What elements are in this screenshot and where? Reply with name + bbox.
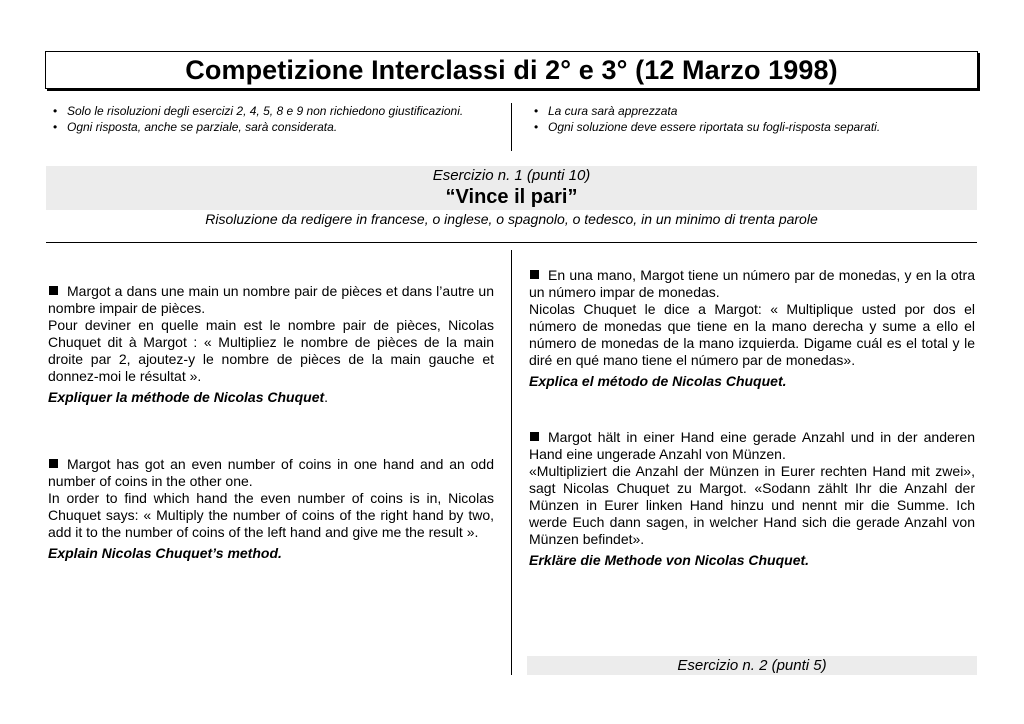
english-question: Explain Nicolas Chuquet’s method.: [48, 545, 282, 561]
rule-item: • Solo le risoluzioni degli esercizi 2, 4, 5, 8 e 9 non richiedono giustificazioni.: [48, 103, 468, 119]
exercise-1-subtitle: Risoluzione da redigere in francese, o inglese, o spagnolo, o tedesco, in un minimo di trenta parole: [205, 211, 818, 227]
french-question-end: .: [324, 389, 329, 405]
column-divider: [511, 250, 512, 675]
rule-item: • Ogni soluzione deve essere riportata su fogli-risposta separati.: [529, 119, 949, 135]
bullet-square-icon: [530, 432, 539, 441]
rules-right: [529, 103, 949, 135]
rules-left: [48, 103, 468, 135]
bullet-square-icon: [49, 286, 58, 295]
exercise-2-header: [527, 656, 977, 675]
spanish-block: [529, 267, 975, 390]
exercise-2-heading: Esercizio n. 2 (punti 5): [677, 657, 827, 674]
bullet-square-icon: [49, 459, 58, 468]
french-block: [48, 283, 494, 406]
exercise-1-heading: Esercizio n. 1 (punti 10): [432, 167, 591, 184]
bullet-square-icon: [530, 270, 539, 279]
german-question: Erkläre die Methode von Nicolas Chuquet.: [529, 552, 810, 568]
section-divider: [46, 242, 977, 243]
spanish-body: Nicolas Chuquet le dice a Margot: « Multiplique usted por dos el número de monedas que tiene en la mano derecha y sume a ello el número de monedas de la mano izquierda. Digame cuál es el total y le diré en qué mano tiene el número par de monedas».: [529, 301, 975, 368]
rules-divider: [511, 103, 512, 151]
english-block: [48, 456, 494, 562]
english-intro: Margot has got an even number of coins in one hand and an odd number of coins in the other one.: [48, 456, 494, 489]
page-title-box: [45, 51, 978, 89]
german-intro: Margot hält in einer Hand eine gerade Anzahl und in der anderen Hand eine ungerade Anzahl von Münzen.: [529, 429, 975, 462]
exercise-1-header: [46, 166, 977, 210]
exercise-1-title: “Vince il pari”: [445, 186, 578, 208]
german-body: «Multipliziert die Anzahl der Münzen in Eurer rechten Hand mit zwei», sagt Nicolas Chuquet zu Margot. «Sodann zählt Ihr die Anzahl der Münzen in Eurer linken Hand hinzu und nennt mir die Summe. Ich werde Euch dann sagen, in welcher Hand sich die gerade Anzahl von Münzen befindet».: [529, 463, 975, 547]
spanish-question: Explica el método de Nicolas Chuquet.: [529, 373, 787, 389]
page-title: Competizione Interclassi di 2° e 3° (12 Marzo 1998): [185, 54, 838, 85]
french-intro: Margot a dans une main un nombre pair de pièces et dans l’autre un nombre impair de pièces.: [48, 283, 494, 316]
german-block: [529, 429, 975, 569]
french-question: Expliquer la méthode de Nicolas Chuquet: [48, 389, 325, 405]
english-body: In order to find which hand the even number of coins is in, Nicolas Chuquet says: « Multiply the number of coins of the right hand by two, add it to the number of coins of the left hand and give me the result ».: [48, 490, 494, 540]
spanish-intro: En una mano, Margot tiene un número par de monedas, y en la otra un número impar de monedas.: [529, 267, 975, 300]
french-body: Pour deviner en quelle main est le nombre pair de pièces, Nicolas Chuquet dit à Margot : « Multipliez le nombre de pièces de la main droite par 2, ajoutez-y le nombre de pièces de la main gauche et donnez-moi le résultat ».: [48, 317, 494, 384]
rule-item: • La cura sarà apprezzata: [529, 103, 949, 119]
rule-item: • Ogni risposta, anche se parziale, sarà considerata.: [48, 119, 468, 135]
